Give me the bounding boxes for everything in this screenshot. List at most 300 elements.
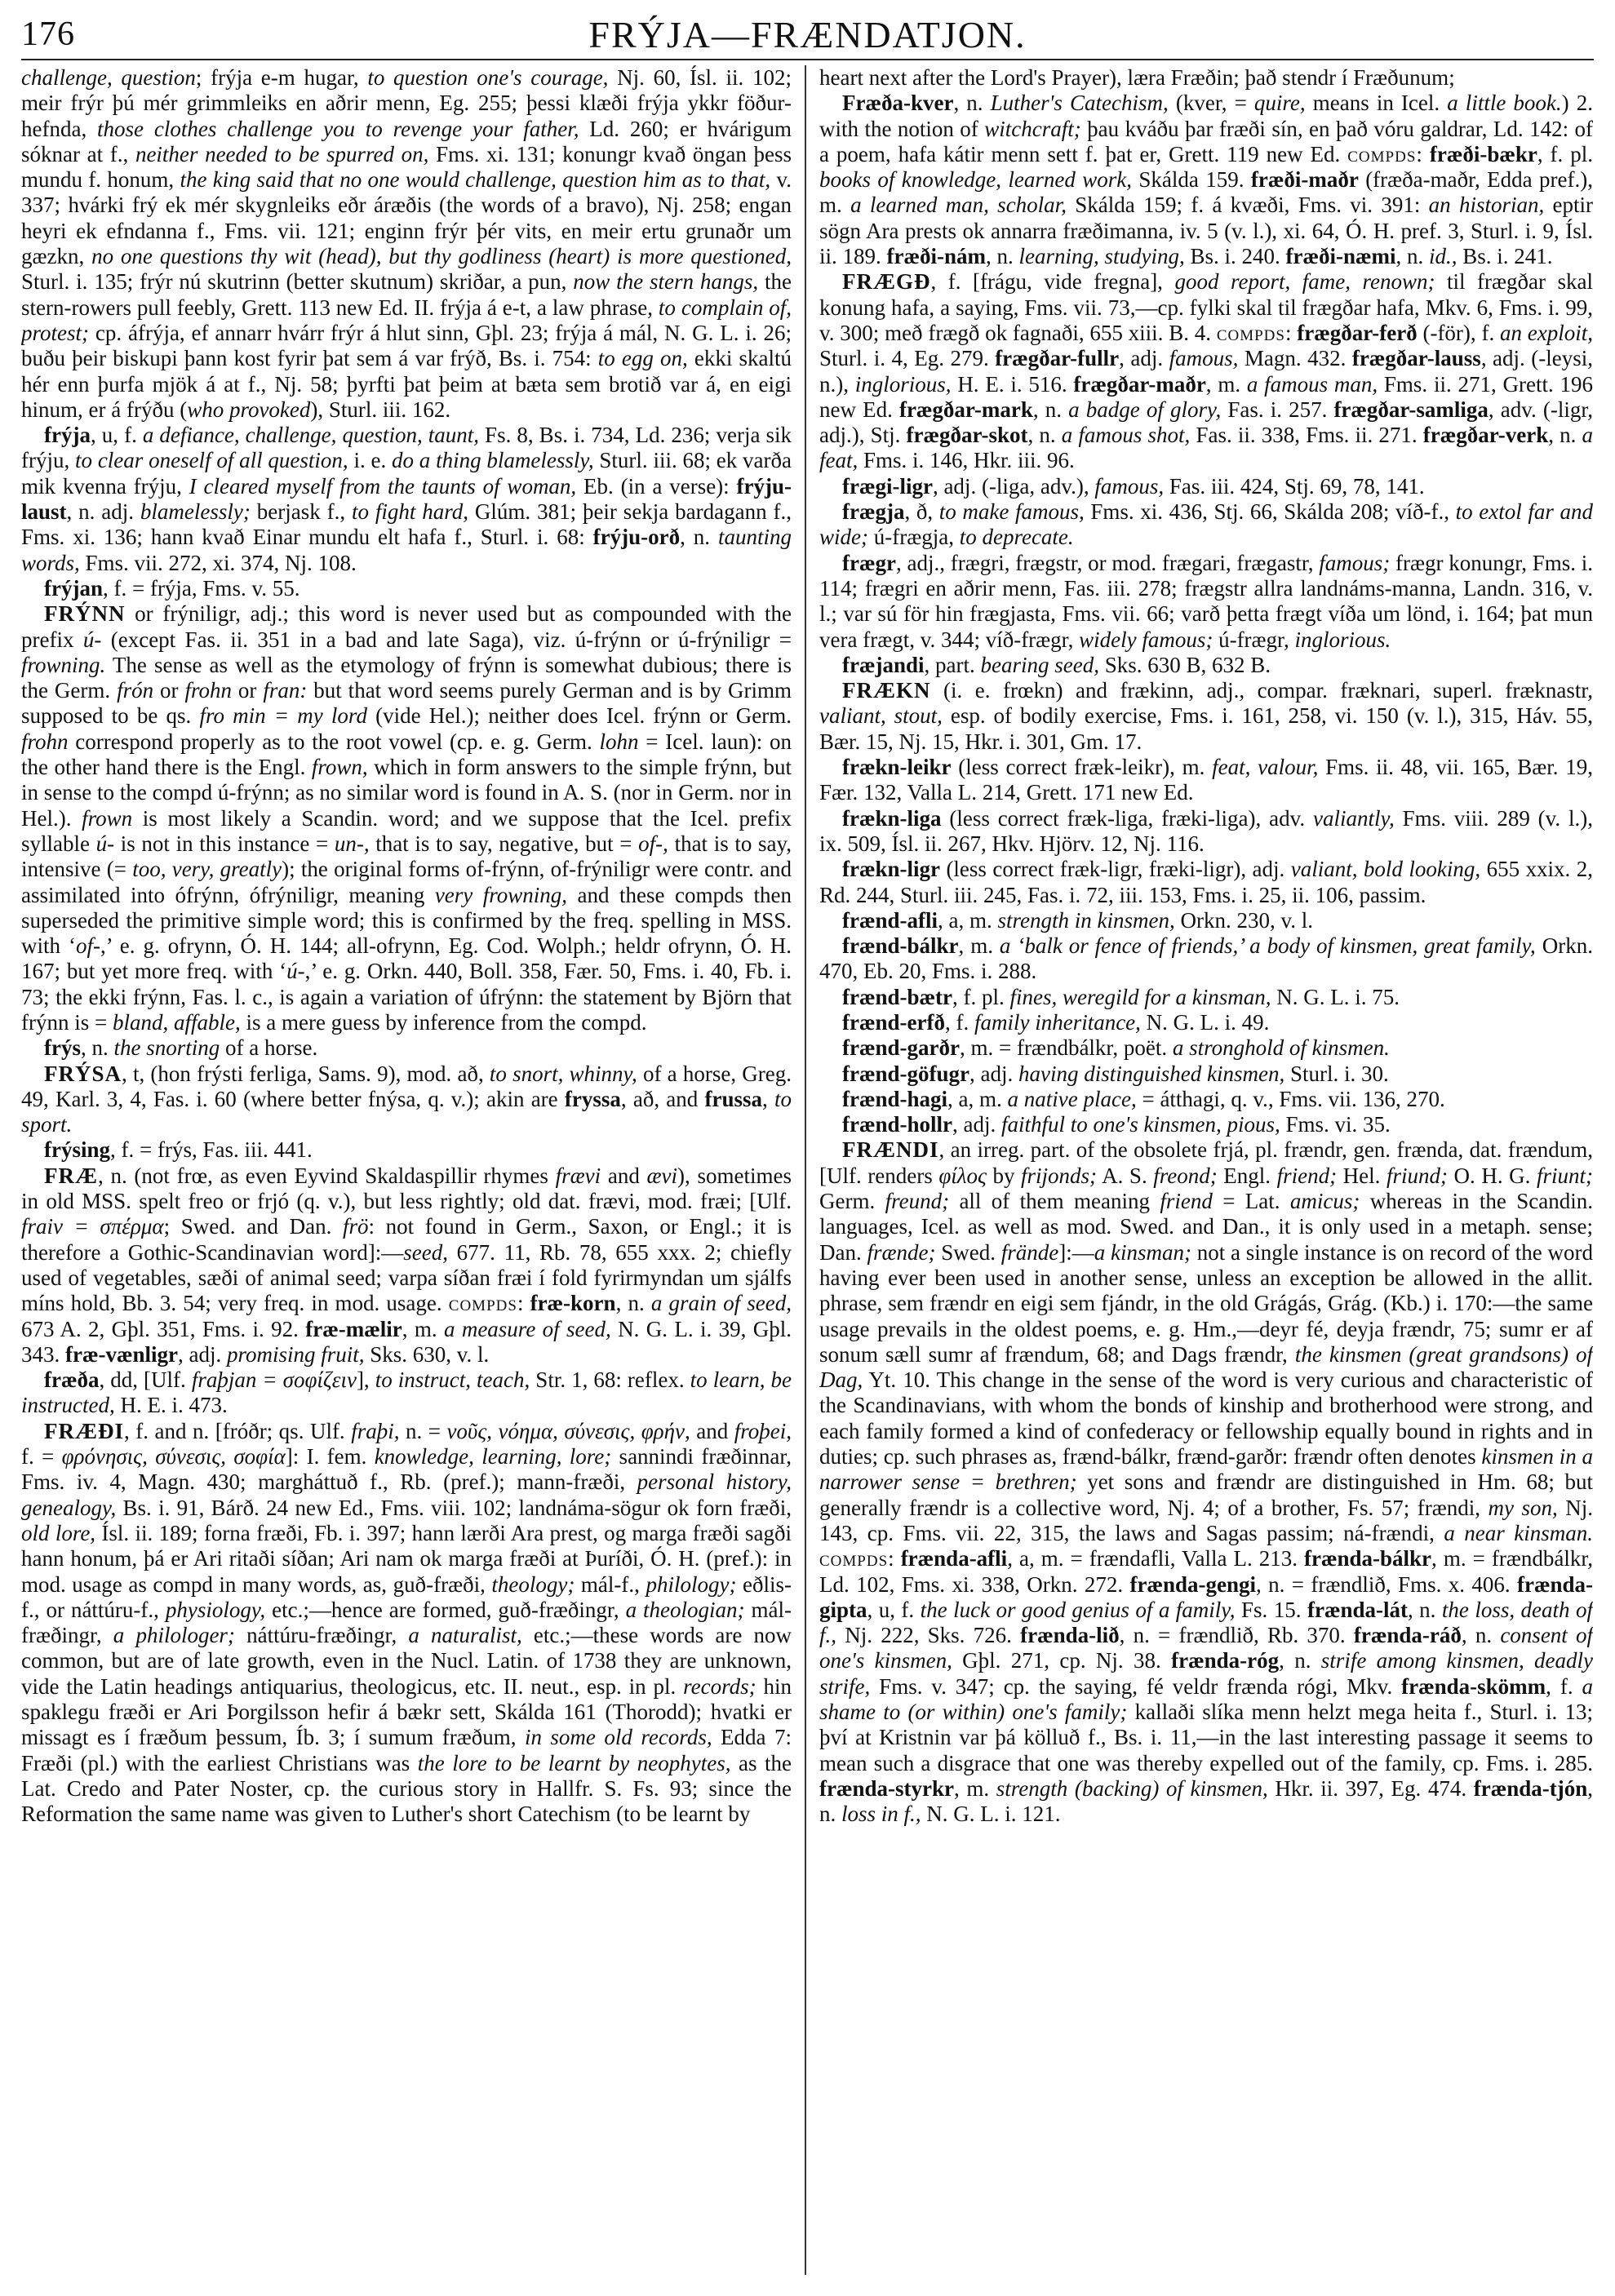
entry-text: Nj. 143, cp. Fms. vii. 22, 315, the laws and Sagas passim; ná-frændi,	[819, 1495, 1593, 1545]
entry-text: ,’ e. g. ofrynn, Ó. H. 144; all-ofrynn, Eg. Cod. Wolph.; heldr ofrynn, Ó. H. 167; but yet more freq. with ‘	[21, 933, 792, 984]
entry-text: those clothes challenge you to revenge your father,	[97, 116, 579, 141]
entry-text: a feat,	[819, 423, 1593, 473]
main-headword: FRÆGÐ	[842, 269, 931, 295]
entry-text: ,	[762, 1086, 774, 1111]
entry-text: , dd, [Ulf.	[99, 1367, 192, 1393]
entry-text: Edda 7: Fræði (pl.) with the earliest Christians was	[21, 1725, 792, 1775]
entry-text: freund;	[885, 1189, 950, 1214]
entry-text: correspond properly as to the root vowel (cp. e. g. Germ.	[68, 729, 600, 754]
entry-text: , n.	[1395, 244, 1430, 269]
entry-text: f. =	[21, 1444, 62, 1469]
entry-text: personal history, genealogy,	[21, 1469, 792, 1520]
entry-text: n. =	[399, 1418, 447, 1443]
headword: frægðar-fullr	[995, 346, 1120, 371]
entry-text: 655 xxix. 2, Rd. 244, Sturl. iii. 245, Fas. i. 72, iii. 153, Fms. i. 25, ii. 106, passim.	[819, 857, 1593, 907]
entry-text: , n.	[819, 1775, 1593, 1827]
headword: frænda-ráð	[1353, 1623, 1462, 1648]
entry-text: to instruct, teach,	[375, 1367, 530, 1393]
entry-text: : not found in Germ., Saxon, or Engl.; it is therefore a Gothic-Scandinavian word]:—	[21, 1214, 792, 1265]
entry-text: (kver, =	[1168, 91, 1254, 116]
entry-text: who provoked	[187, 397, 311, 422]
dictionary-entry	[21, 576, 792, 601]
entry-text: frón	[117, 678, 154, 703]
entry-text: blamelessly;	[140, 499, 251, 525]
entry-text: frohn	[21, 729, 69, 754]
entry-text: , an irreg. part. of the obsolete frjá, pl. frændr, gen. frænda, dat. frændum, [Ulf. renders	[819, 1137, 1593, 1188]
headword: frægðar-mark	[898, 397, 1033, 422]
entry-text: , f. pl.	[952, 984, 1010, 1009]
entry-text: theology;	[491, 1571, 575, 1597]
entry-text: Nj. 222, Sks. 726.	[836, 1623, 1021, 1648]
entry-text: , n.	[1032, 397, 1069, 422]
dictionary-entry	[819, 91, 1593, 269]
entry-text: , adj.	[177, 1341, 227, 1367]
dictionary-entry	[819, 933, 1593, 985]
entry-text: of-,	[638, 831, 668, 856]
headword: frænda-lið	[1020, 1623, 1120, 1648]
dictionary-entry	[819, 551, 1593, 653]
entry-text: feat, valour,	[1212, 755, 1319, 780]
dictionary-entry	[819, 653, 1593, 678]
entry-text: Glúm. 381; þeir sekja bardagann f., Fms. xi. 136; hann kvað Einar mundu elt hafa f., Sturl. i. 68:	[21, 499, 792, 550]
entry-text: Fms. vii. 272, xi. 374, Nj. 108.	[79, 550, 357, 575]
entry-text: frijonds;	[1021, 1163, 1098, 1188]
dictionary-entry	[819, 65, 1593, 91]
entry-text: þau kváðu þar fræði sín, en það vóru galdrar, Ld. 142: of a poem, hafa kátir menn sett f. þat er, Grett. 119 new Ed.	[819, 116, 1593, 166]
entry-text: eptir sögn Ara prests ok annarra fræðimanna, iv. 5 (v. l.), xi. 64, Ó. H. pref. 3, Sturl. i. 9, Ísl. ii. 189.	[819, 193, 1593, 269]
entry-text: frohn	[184, 678, 232, 703]
entry-text: , a, m.	[938, 907, 998, 933]
entry-text: witchcraft;	[984, 116, 1081, 141]
entry-text: Nj. 60, Ísl. ii. 102; meir frýr þú mér grimmleiks en aðrir menn, Eg. 255; þessi klæði frýja ykkr föður-hefnda,	[21, 65, 792, 141]
entry-text: Sks. 630 B, 632 B.	[1098, 652, 1271, 677]
entry-text: , n. = frændlið, Fms. x. 406.	[1256, 1571, 1518, 1597]
entry-text: the lore to be learnt by neophytes,	[417, 1750, 731, 1775]
entry-text: quire,	[1253, 91, 1306, 116]
dictionary-entry	[819, 474, 1593, 499]
entry-text: fro min = my lord	[199, 703, 367, 729]
headword: fræði-næmi	[1285, 244, 1396, 269]
entry-text: a stronghold of kinsmen.	[1172, 1035, 1390, 1061]
entry-text: of a horse, Greg. 49, Karl. 3, 4, Fas. i. 60 (where better fnýsa, q. v.); akin are	[21, 1061, 792, 1111]
dictionary-entry	[819, 1087, 1593, 1112]
entry-text: Fms. viii. 289 (v. l.), ix. 509, Ísl. ii. 267, Hkv. Hjörv. 12, Nj. 116.	[819, 805, 1593, 856]
entry-text: ekki skaltú hér enn þurfa mjök á at f., Nj. 58; þyrfti þat þeim at bæta sem brotið var á, en eigi hinum, er á frýðu (	[21, 346, 792, 422]
entry-text: id.,	[1429, 244, 1457, 269]
entry-text: but that word seems purely German and is by Grimm supposed to be qs.	[21, 678, 792, 729]
entry-text: a near kinsman.	[1444, 1520, 1593, 1545]
entry-text: N. G. L. i. 39, Gþl. 343.	[21, 1316, 792, 1367]
headword: frækn-leikr	[842, 755, 952, 780]
dictionary-entry	[21, 1035, 792, 1061]
entry-text: a measure of seed,	[443, 1316, 611, 1341]
dictionary-entry	[819, 806, 1593, 858]
headword: frænd-erfð	[842, 1009, 945, 1035]
entry-text: , adj.	[969, 1061, 1018, 1086]
entry-text: strife among kinsmen, deadly strife,	[819, 1648, 1593, 1699]
entry-text: and	[690, 1418, 734, 1443]
entry-text: the kinsmen (great grandsons) of Dag,	[819, 1341, 1593, 1393]
entry-text: challenge, question	[21, 65, 196, 90]
headword: frænda-gipta	[819, 1571, 1593, 1622]
entry-text: a famous man,	[1246, 371, 1378, 397]
entry-text: taunting words,	[21, 525, 792, 575]
entry-text: knowledge, learning, lore;	[374, 1444, 612, 1469]
headword: frýsing	[44, 1137, 110, 1163]
entry-text: :	[888, 1546, 901, 1571]
entry-text: Sturl. iii. 68; ek varða mik kvenna frýju,	[21, 448, 792, 499]
entry-text: = Lat.	[1212, 1189, 1290, 1214]
entry-text: frände	[1001, 1239, 1059, 1265]
entry-text: Sturl. i. 135; frýr nú skutrinn (better skutnum) skriðar, a pun,	[21, 269, 574, 295]
entry-text: , u, f.	[867, 1597, 921, 1622]
entry-text: hin spaklegu fræði er Ari Þorgilsson hefir á bækr sett, Skálda 161 (Thorodd); hvatki er missagt es í fræðum þessum, Íb. 3; í sumum fræðum,	[21, 1673, 792, 1750]
entry-text: Fms. xi. 131; konungr kvað öngan þess mundu f. honum,	[21, 141, 792, 193]
entry-text: = Icel. laun): on the other hand there is the Engl.	[21, 729, 792, 780]
entry-text: Sks. 630, v. l.	[364, 1341, 490, 1367]
entry-text: , f.	[1546, 1673, 1582, 1699]
entry-text: (vide Hel.); neither does Icel. frýnn or Germ.	[366, 703, 792, 729]
entry-text: (-för), f.	[1417, 320, 1500, 345]
dictionary-entry	[819, 1112, 1593, 1137]
headword: frýju-orð	[592, 525, 681, 550]
entry-text: or	[153, 678, 185, 703]
dictionary-entry	[819, 985, 1593, 1010]
entry-text: records;	[683, 1673, 756, 1699]
dictionary-entry	[819, 678, 1593, 755]
headword: frænda-afli	[900, 1546, 1008, 1571]
entry-text: , n.	[1461, 1623, 1501, 1648]
entry-text: means in Icel.	[1305, 91, 1448, 116]
headword: frussa	[704, 1086, 763, 1111]
entry-text: famous;	[1319, 550, 1391, 575]
entry-text: philology;	[646, 1571, 737, 1597]
entry-text: bearing seed,	[980, 652, 1099, 677]
column-divider	[805, 65, 806, 2275]
headword: frægðar-verk	[1422, 423, 1549, 448]
entry-text: friend	[1160, 1189, 1213, 1214]
entry-text: my son,	[1488, 1495, 1558, 1520]
headword: frýja	[44, 423, 91, 448]
entry-text: Luther's Catechism,	[990, 91, 1169, 116]
entry-text: physiology,	[165, 1597, 266, 1622]
entry-text: good report, fame, renown;	[1174, 269, 1435, 295]
headword: frænd-hagi	[842, 1086, 948, 1111]
entry-text: to make famous,	[938, 499, 1085, 525]
entry-text: H. E. i. 516.	[951, 371, 1074, 397]
entry-text: friund;	[1386, 1163, 1448, 1188]
entry-text: is most likely a Scandin. word; and we suppose that the Icel. prefix syllable	[21, 805, 792, 856]
entry-text: in some old records,	[524, 1725, 712, 1750]
entry-text: Swed.	[935, 1239, 1001, 1265]
entry-text: having distinguished kinsmen,	[1018, 1061, 1285, 1086]
entry-text: seed,	[403, 1239, 449, 1265]
entry-text: Fas. ii. 338, Fms. ii. 271.	[1190, 423, 1423, 448]
entry-text: a naturalist,	[408, 1623, 522, 1648]
entry-text: , n.	[1027, 423, 1062, 448]
header-rule	[21, 59, 1594, 60]
headword: fræjandi	[842, 652, 925, 677]
entry-text: ); the original forms of-frýnn, of-frýniligr were contr. and assimilated into ófrýnn, ófrýniligr, meaning	[21, 857, 792, 907]
entry-text: , m.	[1205, 371, 1247, 397]
entry-text: i. e.	[348, 448, 393, 473]
entry-text: , m. = frændbálkr, Ld. 102, Fms. xi. 338, Orkn. 272.	[819, 1546, 1593, 1597]
entry-text: Fms. vi. 35.	[1280, 1112, 1391, 1137]
entry-text: whereas in the Scandin. languages, Icel. as well as mod. Swed. and Dan., it is only used in a metaph. sense; Dan.	[819, 1189, 1593, 1265]
entry-text: ú-	[95, 831, 115, 856]
main-headword: FRÝSA	[44, 1061, 122, 1086]
entry-text: freond;	[1153, 1163, 1218, 1188]
entry-text: to question one's courage,	[367, 65, 609, 90]
entry-text: family inheritance,	[974, 1009, 1141, 1035]
entry-text: (less correct fræk-liga, fræki-liga), adv.	[941, 805, 1313, 831]
entry-text: , n.	[1407, 1597, 1442, 1622]
entry-text: Magn. 432.	[1238, 346, 1352, 371]
entry-text: Sturl. i. 4, Eg. 279.	[819, 346, 996, 371]
entry-text: a famous shot,	[1061, 423, 1191, 448]
entry-text: Ísl. ii. 189; forna fræði, Fb. i. 397; hann lærði Ara prest, og marga fræði sagði hann honum, þá er Ari ritaði síðan; Ari nam ok marga fræði at Þuríði, Ó. H. (pref.): in mod. usage as compd in many words, as, guð-fræði,	[21, 1520, 792, 1597]
dictionary-entry	[21, 65, 792, 423]
headword: frægðar-ferð	[1297, 320, 1418, 345]
entry-text: Skálda 159; f. á kvæði, Fms. vi. 391:	[1066, 193, 1429, 218]
entry-text: esp. of bodily exercise, Fms. i. 161, 258, vi. 150 (v. l.), 315, Háv. 55, Bær. 15, Nj. 15, Hkr. i. 301, Gm. 17.	[819, 703, 1593, 754]
entry-text: , t, (hon frýsti ferliga, Sams. 9), mod. að,	[122, 1061, 490, 1086]
entry-text: froþei,	[734, 1418, 792, 1443]
entry-text: , n. (not frœ, as even Eyvind Skaldaspillir rhymes	[98, 1163, 556, 1188]
headword: frýju-laust	[21, 473, 792, 525]
headword: frýs	[44, 1035, 81, 1061]
headword: frækn-liga	[842, 805, 942, 831]
entry-text: friend;	[1276, 1163, 1338, 1188]
entry-text: Sturl. i. 30.	[1284, 1061, 1389, 1086]
entry-text: ævi	[646, 1163, 678, 1188]
entry-text: (less correct fræk-ligr, fræki-ligr), adj.	[939, 857, 1291, 882]
page-number: 176	[21, 16, 75, 53]
entry-text: a native place,	[1007, 1086, 1137, 1111]
headword: frænd-hollr	[842, 1112, 952, 1137]
entry-text: O. H. G.	[1448, 1163, 1537, 1188]
entry-text: Fs. 8, Bs. i. 734, Ld. 236; verja sik frýju,	[21, 423, 792, 473]
entry-text: , n.	[80, 1035, 114, 1061]
entry-text: loss in f.,	[841, 1802, 921, 1827]
main-headword: FRÆÐI	[44, 1418, 124, 1443]
entry-text: a little book.	[1447, 91, 1562, 116]
entry-text: kinsmen in a narrower sense = brethren;	[819, 1444, 1593, 1495]
entry-text: , n.	[986, 244, 1019, 269]
entry-text: famous,	[1094, 473, 1165, 499]
entry-text: un-,	[334, 831, 370, 856]
entry-text: berjask f.,	[250, 499, 353, 525]
entry-text: an historian,	[1428, 193, 1545, 218]
headword: frænda-skömm	[1401, 1673, 1546, 1699]
entry-text: , adv. (-ligr, adj.), Stj.	[819, 397, 1593, 448]
headword: frægðar-samliga	[1333, 397, 1489, 422]
headword: frægja	[842, 499, 905, 525]
headword: frægi-ligr	[842, 473, 933, 499]
entry-text: sannindi fræðinnar, Fms. iv. 4, Magn. 430; margháttuð f., Rb. (pref.); mann-fræði,	[21, 1444, 792, 1495]
entry-text: Bs. i. 241.	[1457, 244, 1553, 269]
dictionary-entry	[21, 1137, 792, 1163]
entry-text: the snorting	[113, 1035, 220, 1061]
headword: frækn-ligr	[842, 857, 940, 882]
entry-text: ]: I. fem.	[285, 1444, 375, 1469]
entry-text: ) 2. with the notion of	[819, 91, 1593, 141]
entry-text: , f. = frýja, Fms. v. 55.	[102, 575, 300, 601]
entry-text: , m. = frændbálkr, poët.	[959, 1035, 1173, 1061]
entry-text: frægr konungr, Fms. i. 114; frægri en aðrir menn, Fas. iii. 278; frægstr allra landnáms-manna, Landn. 316, v. l.; var sú för hin frægjasta, Fms. vii. 66; varð þetta frægt víða um lönd, i. 164; þat mun vera frægt, v. 344; víð-frægr,	[819, 550, 1593, 652]
headword: fræ-mælir	[305, 1316, 402, 1341]
entry-text: , f. and n. [fróðr; qs. Ulf.	[124, 1418, 352, 1443]
headword: fræ-vænligr	[65, 1341, 178, 1367]
headword: frægðar-lauss	[1351, 346, 1481, 371]
dictionary-entry	[21, 601, 792, 1035]
entry-text: frown,	[311, 755, 368, 780]
entry-text: widely famous;	[1079, 627, 1213, 652]
entry-text: ],	[356, 1367, 375, 1393]
entry-text: fines, weregild for a kinsman,	[1009, 984, 1271, 1009]
dictionary-entry	[819, 1137, 1593, 1827]
dictionary-entry	[819, 755, 1593, 806]
entry-text: Fs. 15.	[1235, 1597, 1307, 1622]
main-headword: FRÆ	[44, 1163, 98, 1188]
headword: frýjan	[44, 575, 103, 601]
entry-text: as the Lat. Credo and Pater Noster, cp. the curious story in Hallfr. S. Fs. 93; since the Reformation the same name was given to Luther's short Catechism (to be learnt by	[21, 1750, 792, 1827]
entry-text: to clear oneself of all question,	[75, 448, 348, 473]
entry-text: Orkn. 470, Eb. 20, Fms. i. 288.	[819, 933, 1593, 984]
entry-text: yet sons and frændr are distinguished in Hm. 68; but generally frændr is a collective word, Nj. 4; of a brother, Fs. 57; frændi,	[819, 1469, 1593, 1520]
entry-text: , n.	[615, 1291, 651, 1316]
entry-text: bland, affable,	[112, 1009, 241, 1035]
right-column	[819, 65, 1593, 2275]
entry-text: learning, studying,	[1018, 244, 1185, 269]
main-headword: FRÝNN	[44, 601, 126, 627]
entry-text: a learned man, scholar,	[850, 193, 1067, 218]
entry-text: Ld. 260; er hvárigum sóknar at f.,	[21, 116, 792, 166]
headword: frænda-styrkr	[819, 1775, 954, 1801]
entry-text: :	[1416, 141, 1430, 166]
entry-text: frö	[343, 1214, 369, 1239]
entry-text: , adj. (-leysi, n.),	[819, 346, 1593, 397]
entry-text: (i. e. frœkn) and frækinn, adj., compar. fræknari, superl. fræknastr,	[930, 678, 1593, 703]
entry-text: etc.;—these words are now common, but are of late growth, even in the Nucl. Latin. of 1738 they are unknown, vide the Latin headings antiquarius, theologicus, etc. II. neut., esp. in pl.	[21, 1623, 792, 1699]
entry-text: to sport.	[21, 1086, 792, 1137]
entry-text: heart next after the Lord's Prayer), læra Fræðin; það stendr í Fræðunum;	[819, 65, 1455, 90]
entry-text: lohn	[599, 729, 639, 754]
entry-text: to deprecate.	[959, 525, 1074, 550]
entry-text: a ‘balk or fence of friends,’ a body of kinsmen, great family,	[999, 933, 1536, 959]
entry-text: compds	[1216, 320, 1285, 345]
entry-text: Str. 1, 68: reflex.	[530, 1367, 690, 1393]
headword: frænd-göfugr	[842, 1061, 969, 1086]
entry-text: ú-frægr,	[1213, 627, 1295, 652]
entry-text: is not in this instance =	[114, 831, 335, 856]
entry-text: valiant, bold looking,	[1290, 857, 1481, 882]
headword: fræði-maðr	[1250, 167, 1359, 193]
page-header	[21, 11, 1594, 59]
entry-text: H. E. i. 473.	[114, 1393, 228, 1418]
headword: frænd-afli	[842, 907, 938, 933]
entry-text: famous,	[1169, 346, 1239, 371]
headword: fræði-nám	[886, 244, 986, 269]
entry-text: (less correct fræk-leikr), m.	[951, 755, 1213, 780]
entry-text: , u, f.	[90, 423, 143, 448]
entry-text: náttúru-fræðingr,	[234, 1623, 409, 1648]
entry-text: of-	[76, 933, 100, 959]
entry-text: not a single instance is on record of the word having ever been used in another sense, unless an exception be allowed in the allit. phrase, sem frændr en eigi sem fjándr, in the old Grágás, Grág. (Kb.) i. 170:—the same usage prevails in the oldest poems, e. g. Hm.,—deyr fé, deyja frændr, 75; sumr er af sonum sæll sumr af frændum, 68; and Dags frændr,	[819, 1239, 1593, 1367]
dictionary-entry	[819, 1010, 1593, 1035]
entry-text: the stern-rowers pull feebly, Grett. 113 new Ed. II. frýja á e-t, a law phrase,	[21, 269, 792, 320]
headword: fryssa	[564, 1086, 621, 1111]
headword: fræða	[44, 1367, 100, 1393]
entry-text: til frægðar skal konung hafa, a saying, Fms. vii. 73,—cp. fylki skal til frægðar hafa, Mkv. 6, Fms. i. 99, v. 300; með frægð ok fagnaði, 655 xiii. B. 4.	[819, 269, 1593, 345]
entry-text: ,’ e. g. Orkn. 440, Boll. 358, Fær. 50, Fms. i. 40, Fb. i. 73; the ekki frýnn, Fas. l. c., is again a variation of úfrýnn: the statement by Björn that frýnn is =	[21, 959, 792, 1035]
entry-text: now the stern hangs,	[573, 269, 759, 295]
dictionary-entry	[819, 269, 1593, 473]
entry-text: , adj.	[952, 1112, 1001, 1137]
entry-text: Skálda 159.	[1131, 167, 1251, 193]
entry-text: Fms. ii. 48, vii. 165, Bær. 19, Fær. 132, Valla L. 214, Grett. 171 new Ed.	[819, 755, 1593, 805]
entry-text: fraþi,	[351, 1418, 400, 1443]
entry-text: ú-	[82, 627, 102, 652]
dictionary-entry	[21, 1419, 792, 1828]
entry-text: Bs. i. 240.	[1184, 244, 1286, 269]
entry-text: old lore,	[21, 1520, 96, 1545]
entry-text: ; Swed. and Dan.	[163, 1214, 344, 1239]
entry-text: , m.	[958, 933, 1000, 959]
entry-text: ú-frægja,	[868, 525, 960, 550]
entry-text: neither needed to be spurred on,	[135, 141, 429, 166]
entry-text: , að, and	[620, 1086, 705, 1111]
entry-text: frævi	[555, 1163, 601, 1188]
entry-text: to egg on,	[597, 346, 688, 371]
entry-text: frown	[82, 805, 133, 831]
entry-text: Hkr. ii. 397, Eg. 474.	[1267, 1775, 1474, 1801]
entry-text: the king said that no one would challenge, question him as to that,	[180, 167, 771, 193]
entry-text: Fms. v. 347; cp. the saying, fé veldr frænda rógi, Mkv.	[870, 1673, 1402, 1699]
headword: frænda-tjón	[1473, 1775, 1588, 1801]
dictionary-entry	[21, 1062, 792, 1138]
headword: frænda-bálkr	[1304, 1546, 1432, 1571]
entry-text: a theologian;	[625, 1597, 745, 1622]
entry-text: fraþjan = σοφίζειν	[191, 1367, 357, 1393]
entry-text: , f.	[944, 1009, 974, 1035]
entry-text: , a, m. = frændafli, Valla L. 213.	[1007, 1546, 1305, 1571]
main-headword: FRÆNDI	[842, 1137, 939, 1163]
entry-text: to extol far and wide;	[819, 499, 1593, 550]
entry-text: the loss, death of f.,	[819, 1597, 1593, 1648]
entry-text: fraiv = σπέρμα	[21, 1214, 164, 1239]
entry-text: :	[1284, 320, 1298, 345]
entry-text: compds	[448, 1291, 517, 1316]
entry-text: , n.	[953, 91, 991, 116]
entry-text: νοῦς, νόημα, σύνεσις, φρήν,	[446, 1418, 690, 1443]
entry-text: mál-fræðingr,	[21, 1597, 792, 1648]
running-title: FRÝJA—FRÆNDATJON.	[588, 14, 1027, 55]
headword: frægðar-skot	[906, 423, 1028, 448]
entry-text: or	[231, 678, 264, 703]
entry-text: The sense as well as the etymology of frýnn is somewhat dubious; there is the Germ.	[21, 652, 792, 703]
entry-text: valiant, stout,	[819, 703, 943, 729]
entry-text: a defiance, challenge, question, taunt,	[142, 423, 479, 448]
entry-text: cp. áfrýja, ef annarr hvárr frýr á hlut sinn, Gþl. 23; frýja á mál, N. G. L. i. 26; buðu þeir biskupi þann kost fyrir þat sem á var frýð, Bs. i. 754:	[21, 320, 792, 371]
entry-text: no one questions thy wit (head), but thy godliness (heart) is more questioned,	[91, 244, 792, 269]
dictionary-entry	[819, 908, 1593, 933]
entry-text: , m.	[953, 1775, 996, 1801]
entry-text: N. G. L. i. 75.	[1271, 984, 1400, 1009]
entry-text: Orkn. 230, v. l.	[1174, 907, 1313, 933]
entry-text: strength in kinsmen,	[997, 907, 1175, 933]
entry-text: , n.	[1548, 423, 1582, 448]
